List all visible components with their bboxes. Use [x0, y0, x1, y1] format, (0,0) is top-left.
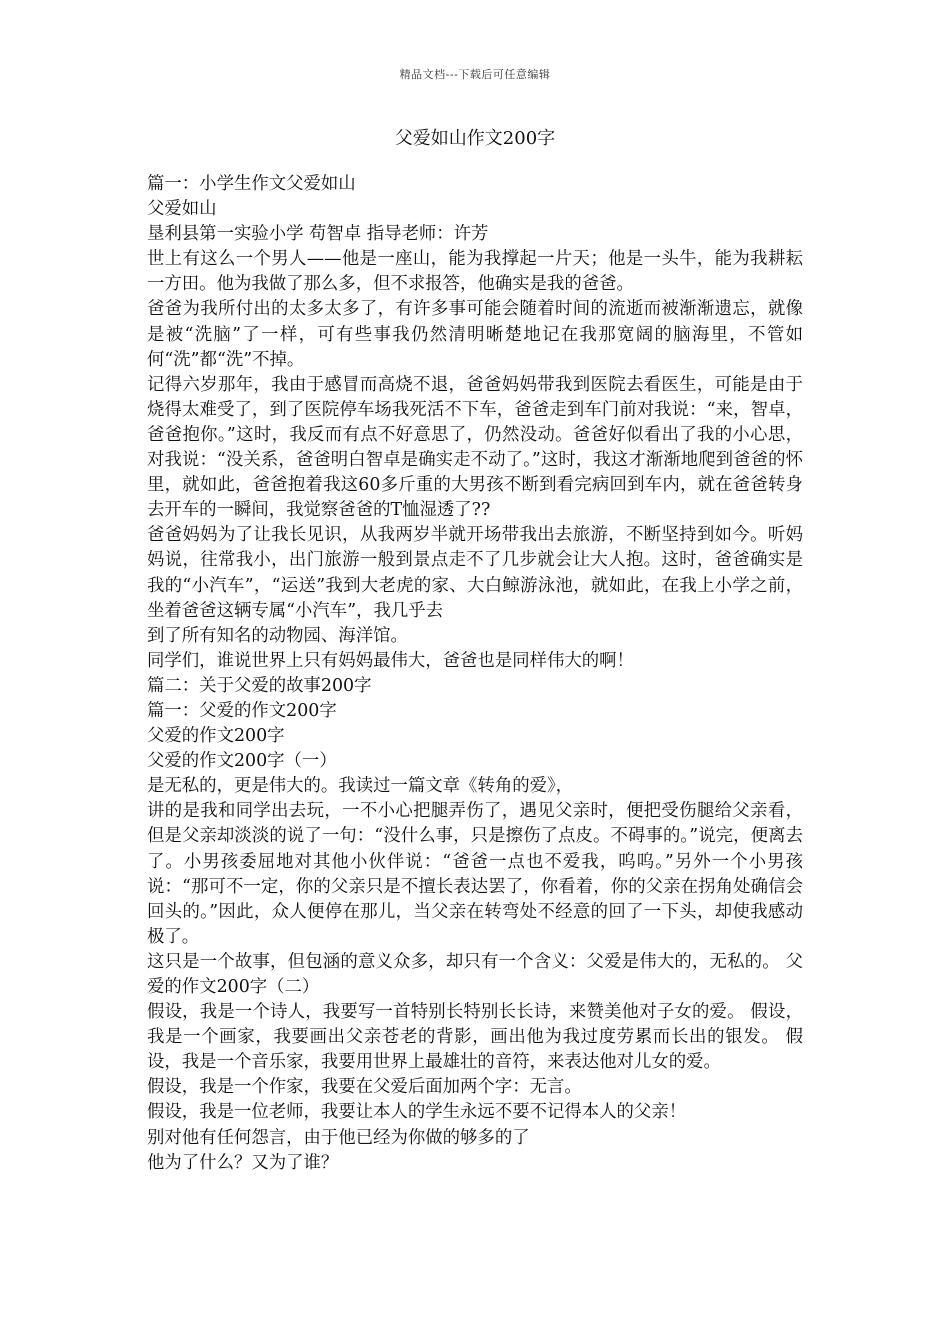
paragraph: 世上有这么一个男人——他是一座山，能为我撑起一片天；他是一头牛，能为我耕耘一方田。他为我做了那么多，但不求报答，他确实是我的爸爸。 — [147, 249, 803, 295]
paragraph: 爸爸为我所付出的太多太多了，有许多事可能会随着时间的流逝而被渐渐遗忘，就像是被“洗脑”了一样，可有些事我仍然清明晰楚地记在我那宽阔的脑海里，不管如何“洗”都“洗”不掉。 — [147, 299, 803, 370]
paragraph: 别对他有任何怨言，由于他已经为你做的够多的了 — [147, 1127, 530, 1148]
paragraph: 篇二：关于父爱的故事200字 — [147, 675, 372, 696]
paragraph: 同学们，谁说世界上只有妈妈最伟大，爸爸也是同样伟大的啊！ — [147, 650, 634, 671]
paragraph: 假设，我是一位老师，我要让本人的学生永远不要不记得本人的父亲！ — [147, 1102, 687, 1123]
paragraph: 篇一：小学生作文父爱如山 — [147, 174, 356, 194]
paragraph: 讲的是我和同学出去玩，一不小心把腿弄伤了，遇见父亲时，便把受伤腿给父亲看，但是父亲却淡淡的说了一句：“没什么事，只是擦伤了点皮。不碍事的。”说完，便离去了。小男孩委屈地对其他小伙伴说：“爸爸一点也不爱我，呜呜。”另外一个小男孩说：“那可不一定，你的父亲只是不擅长表达罢了，你看着，你的父亲在拐角处确信会回头的。”因此，众人便停在那儿，当父亲在转弯处不经意的回了一下头，却使我感动极了。 — [147, 801, 803, 947]
paragraph: 假设，我是一个作家，我要在父爱后面加两个字：无言。 — [147, 1077, 582, 1098]
document-body — [147, 172, 803, 1176]
document-title: 父爱如山作文200字 — [394, 128, 556, 149]
paragraph: 垦利县第一实验小学 苟智卓 指导老师：许芳 — [147, 224, 489, 245]
paragraph: 父爱的作文200字 — [147, 726, 285, 747]
paragraph: 假设，我是一个诗人，我要写一首特别长特别长长诗，来赞美他对子女的爱。 假设，我是一个画家，我要画出父亲苍老的背影，画出他为我过度劳累而长出的银发。 假设，我是一个音乐家，我要用世界上最雄壮的音符，来表达他对儿女的爱。 — [147, 1002, 803, 1073]
paragraph: 爸爸妈妈为了让我长见识，从我两岁半就开场带我出去旅游，不断坚持到如今。听妈妈说，往常我小，出门旅游一般到景点走不了几步就会让大人抱。这时，爸爸确实是我的“小汽车”，“运送”我到大老虎的家、大白鲸游泳池，就如此，在我上小学之前，坐着爸爸这辆专属“小汽车”，我几乎去 — [147, 525, 803, 621]
header-note: 精品文档---下载后可任意编辑 — [399, 68, 551, 81]
paragraph: 父爱如山 — [147, 199, 217, 220]
paragraph: 记得六岁那年，我由于感冒而高烧不退，爸爸妈妈带我到医院去看医生，可能是由于烧得太难受了，到了医院停车场我死活不下车，爸爸走到车门前对我说：“来，智卓，爸爸抱你。”这时，我反而有点不好意思了，仍然没动。爸爸好似看出了我的小心思，对我说：“没关系，爸爸明白智卓是确实走不动了。”这时，我这才渐渐地爬到爸爸的怀里，就如此，爸爸抱着我这60多斤重的大男孩不断到看完病回到车内，就在爸爸转身去开车的一瞬间，我觉察爸爸的T恤湿透了?? — [147, 374, 803, 521]
paragraph: 这只是一个故事，但包涵的意义众多，却只有一个含义：父爱是伟大的，无私的。 父爱的作文200字（二） — [147, 951, 803, 997]
paragraph: 是无私的，更是伟大的。我读过一篇文章《转角的爱》， — [147, 776, 574, 797]
paragraph: 到了所有知名的动物园、海洋馆。 — [147, 625, 408, 646]
paragraph: 篇一：父爱的作文200字 — [147, 700, 337, 721]
paragraph: 他为了什么？又为了谁？ — [147, 1152, 339, 1173]
paragraph: 父爱的作文200字（一） — [147, 751, 337, 772]
